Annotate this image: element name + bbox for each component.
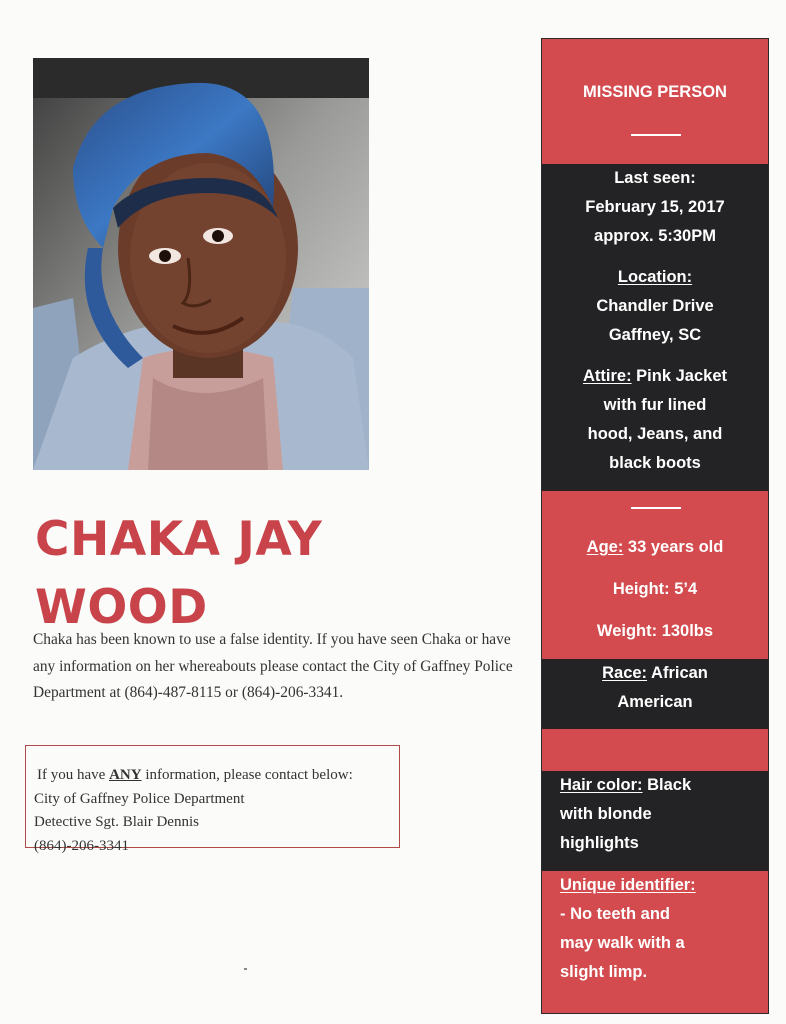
- scan-speck: [244, 968, 247, 970]
- contact-department: City of Gaffney Police Department: [34, 790, 245, 807]
- missing-person-photo: [33, 58, 369, 470]
- race-line-2: American: [617, 693, 693, 711]
- last-seen-block: [542, 164, 768, 491]
- sidebar-heading: MISSING PERSON: [583, 83, 727, 101]
- identifier-line-2: may walk with a: [560, 934, 685, 952]
- identifier-block: [542, 871, 768, 1014]
- identifier-label: Unique identifier:: [560, 876, 696, 894]
- vitals-block: [542, 491, 768, 659]
- contact-box: [25, 745, 400, 854]
- contact-intro: If you have ANY information, please contact below:: [37, 767, 353, 783]
- weight-text: Weight: 130lbs: [596, 622, 714, 640]
- spacer-block: [542, 729, 768, 771]
- last-seen-time: approx. 5:30PM: [594, 227, 716, 245]
- race-line-1: Race: African: [602, 664, 708, 682]
- location-street: Chandler Drive: [596, 297, 714, 315]
- divider-line: [631, 507, 681, 509]
- name-line-1: CHAKA JAY: [35, 512, 323, 567]
- attire-line-2: with fur lined: [603, 396, 707, 414]
- identifier-line-3: slight limp.: [560, 963, 648, 981]
- contact-intro-emphasis: ANY: [109, 767, 142, 783]
- attire-line-1: Attire: Pink Jacket: [583, 367, 727, 385]
- info-sidebar: [541, 38, 769, 1014]
- hair-line-1: Hair color: Black: [560, 776, 692, 794]
- name-line-2: WOOD: [35, 580, 208, 635]
- description-paragraph: Chaka has been known to use a false identity. If you have seen Chaka or have any information on her whereabouts please contact the City of Gaffney Police Department at (864)-487-8115 or (864)-206-3341.: [33, 631, 513, 701]
- attire-line-3: hood, Jeans, and: [587, 425, 723, 443]
- contact-officer: Detective Sgt. Blair Dennis: [34, 814, 199, 830]
- sidebar-header-block: [542, 39, 768, 164]
- hair-line-2: with blonde: [560, 805, 652, 823]
- race-label: Race:: [602, 664, 648, 682]
- age-label: Age:: [586, 538, 624, 556]
- person-name: [35, 506, 505, 642]
- hair-label: Hair color:: [560, 776, 643, 794]
- age-text: Age: 33 years old: [586, 538, 724, 556]
- contact-phone: (864)-206-3341: [34, 837, 129, 854]
- race-block: [542, 659, 768, 729]
- divider-line: [631, 134, 681, 136]
- last-seen-date: February 15, 2017: [585, 198, 725, 216]
- location-label: Location:: [617, 268, 693, 286]
- attire-line-4: black boots: [609, 454, 701, 472]
- last-seen-label: Last seen:: [614, 169, 696, 187]
- hair-line-3: highlights: [560, 834, 639, 852]
- identifier-line-1: - No teeth and: [560, 905, 670, 923]
- location-city: Gaffney, SC: [608, 326, 702, 344]
- hair-block: [542, 771, 768, 871]
- height-text: Height: 5’4: [612, 580, 698, 598]
- attire-label: Attire:: [583, 367, 632, 385]
